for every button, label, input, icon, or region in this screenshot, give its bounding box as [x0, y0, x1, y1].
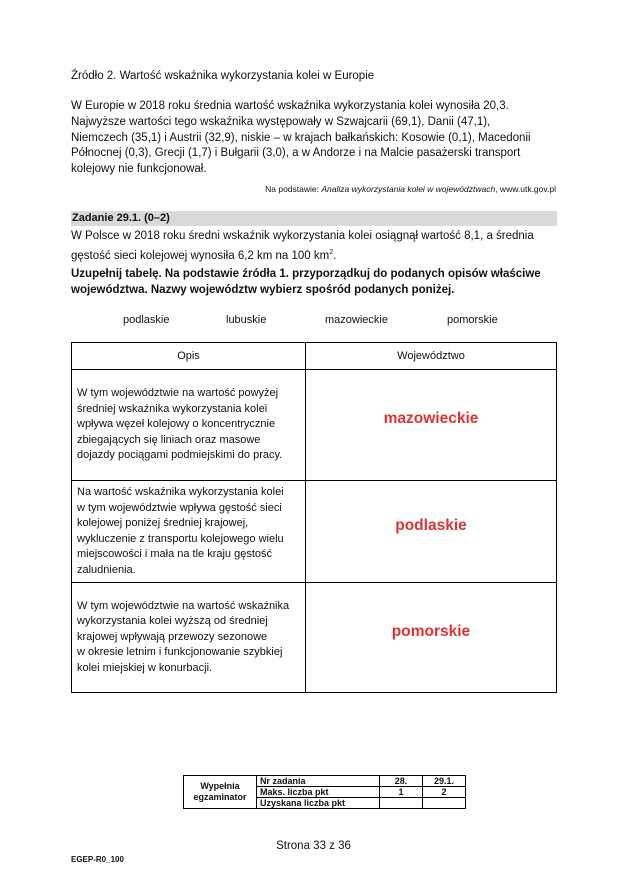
score-row-task — [184, 776, 466, 787]
examiner-score-table — [183, 775, 466, 809]
task-line — [71, 245, 561, 264]
table-row — [72, 583, 557, 693]
exam-code: EGEP-R0_100 — [71, 855, 124, 864]
answer-text: podlaskie — [395, 516, 467, 534]
header-description: Opis — [72, 343, 306, 370]
desc-line: wykluczenie z transportu kolejowego wielu — [77, 532, 284, 545]
task-number-cell: 28. — [380, 776, 423, 787]
table-row — [72, 481, 557, 583]
source-citation — [265, 184, 556, 194]
obtained-points-cell[interactable] — [380, 798, 423, 809]
max-points-header: Maks. liczba pkt — [257, 787, 380, 798]
source-line: W Europie w 2018 roku średnia wartość wskaźnika wykorzystania kolei wynosiła 20,3. — [71, 100, 509, 112]
description-cell — [72, 370, 306, 481]
superscript: 2 — [329, 248, 334, 256]
option-lubuskie: lubuskie — [226, 314, 267, 326]
answer-table — [71, 342, 557, 693]
task-line2-text: gęstość sieci kolejowej wynosiła 6,2 km na 100 km — [71, 249, 330, 262]
desc-line: miejscowości i mała na tle kraju gęstość — [77, 548, 273, 560]
option-pomorskie: pomorskie — [447, 314, 498, 326]
task-title: Zadanie 29.1. (0–2) — [72, 212, 170, 224]
answer-cell[interactable] — [306, 481, 557, 583]
task-line2-end: . — [333, 249, 337, 262]
desc-line: wpływa węzeł kolejowy o koncentrycznie — [77, 418, 276, 431]
desc-line: zaludnienia. — [77, 563, 136, 576]
source-title: Źródło 2. Wartość wskaźnika wykorzystania kolei w Europie — [71, 70, 375, 82]
desc-line: w okresie letnim i funkcjonowanie szybkiej — [77, 646, 283, 659]
max-points-cell: 1 — [380, 787, 423, 798]
desc-line: średniej wskaźnika wykorzystania kolei — [77, 402, 268, 415]
answer-cell[interactable] — [306, 370, 557, 481]
source-line: kolejowy nie funkcjonował. — [71, 163, 207, 176]
instruction-line: Uzupełnij tabelę. Na podstawie źródła 1. przyporządkuj do podanych opisów właściwe — [71, 268, 541, 280]
examiner-label — [184, 776, 257, 809]
desc-line: wykorzystania kolei wyższą od średniej — [77, 615, 268, 628]
description-cell — [72, 481, 306, 583]
source-line: Najwyższe wartości tego wskaźnika występowały w Szwajcarii (69,1), Danii (47,1), — [71, 115, 491, 128]
source-line: Północnej (0,3), Grecji (1,7) i Bułgarii (3,0), a w Andorze i na Malcie pasażerski transport — [71, 147, 521, 160]
citation-suffix: , www.utk.gov.pl — [495, 184, 556, 194]
desc-line: W tym województwie na wartość powyżej — [77, 387, 279, 400]
source-line: Niemczech (35,1) i Austrii (32,9), niskie – w krajach bałkańskich: Kosowie (0,1), Macedonii — [71, 131, 531, 144]
task-instruction — [71, 266, 561, 298]
table-header-row — [72, 343, 557, 370]
examiner-label-line: Wypełnia — [200, 781, 240, 791]
page-number: Strona 33 z 36 — [276, 840, 351, 852]
desc-line: kolejowej poniżej średniej krajowej, — [77, 517, 249, 529]
max-points-cell: 2 — [423, 787, 466, 798]
answer-text: mazowieckie — [383, 410, 479, 427]
source-text — [71, 99, 561, 178]
desc-line: Na wartość wskaźnika wykorzystania kolei — [77, 486, 284, 498]
obtained-points-cell[interactable] — [423, 798, 466, 809]
option-podlaskie: podlaskie — [123, 314, 170, 326]
desc-line: krajowej wpływają przewozy sezonowe — [77, 630, 268, 643]
desc-line: zbiegających się liniach oraz masowe — [77, 433, 261, 446]
desc-line: kolei miejskiej w konurbacji. — [77, 661, 213, 674]
answer-text: pomorskie — [391, 622, 471, 640]
task-intro — [71, 229, 561, 264]
desc-line: W tym województwie na wartość wskaźnika — [77, 599, 290, 612]
desc-line: dojazdy pociągami podmiejskimi do pracy. — [77, 449, 283, 462]
answer-cell[interactable] — [306, 583, 557, 693]
option-mazowieckie: mazowieckie — [325, 314, 388, 326]
description-cell — [72, 583, 306, 693]
obtained-points-header: Uzyskana liczba pkt — [257, 798, 380, 809]
task-number-cell: 29.1. — [423, 776, 466, 787]
citation-title: Analiza wykorzystania kolei w województwach — [321, 184, 496, 194]
task-line: W Polsce w 2018 roku średni wskaźnik wykorzystania kolei osiągnął wartość 8,1, a średnia — [71, 230, 534, 242]
desc-line: w tym województwie wpływa gęstość sieci — [77, 501, 282, 514]
citation-prefix: Na podstawie: — [265, 184, 322, 194]
task-number-header: Nr zadania — [257, 776, 380, 787]
header-region: Województwo — [306, 343, 557, 370]
instruction-line: województwa. Nazwy województw wybierz spośród podanych poniżej. — [71, 284, 455, 296]
table-row — [72, 370, 557, 481]
examiner-label-line: egzaminator — [193, 792, 247, 802]
